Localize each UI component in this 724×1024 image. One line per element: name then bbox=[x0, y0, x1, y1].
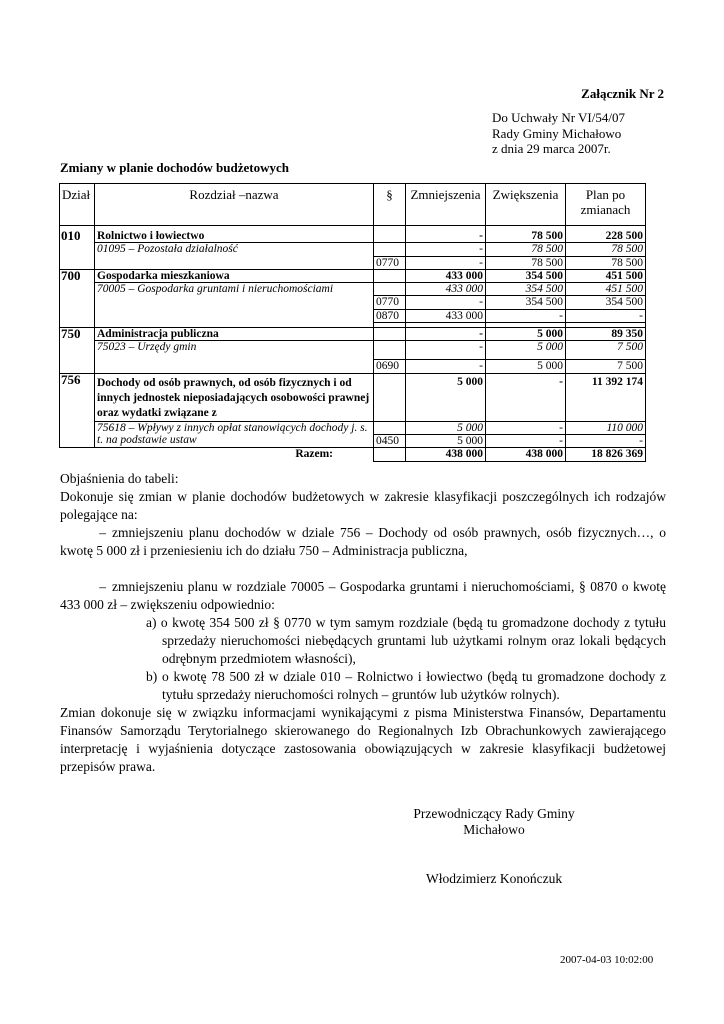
cell-plan: 78 500 bbox=[566, 243, 646, 256]
explanation-item-text: zmniejszeniu planu dochodów w dziale 756 – Dochody od osób prawnych, osób fizycznych…, o kwotę 5 000 zł i przeniesieniu ich do działu 750 – Administracja publiczna, bbox=[60, 525, 666, 558]
budget-changes-table bbox=[59, 183, 646, 462]
cell-plan: 7 500 bbox=[566, 341, 646, 360]
cell-plan: 354 500 bbox=[566, 296, 646, 309]
col-header-zwiekszenia: Zwiększenia bbox=[486, 184, 566, 226]
cell-zwiekszenia: 354 500 bbox=[486, 283, 566, 296]
total-row bbox=[60, 448, 646, 461]
explanation-heading: Objaśnienia do tabeli: bbox=[60, 471, 179, 486]
cell-zwiekszenia: 5 000 bbox=[486, 341, 566, 360]
cell-zmniejszenia: 433 000 bbox=[406, 283, 486, 296]
resolution-reference bbox=[492, 110, 625, 157]
document-timestamp: 2007-04-03 10:02:00 bbox=[560, 954, 654, 966]
dash-bullet: – bbox=[99, 579, 106, 594]
cell-zwiekszenia: 78 500 bbox=[486, 230, 566, 243]
dzial-name: Administracja publiczna bbox=[95, 328, 374, 341]
rozdzial-name: 75618 – Wpływy z innych opłat stanowiących dochody j. s. t. na podstawie ustaw bbox=[95, 421, 374, 448]
col-header-rozdzial: Rozdział –nazwa bbox=[95, 184, 374, 226]
resolution-line: Rady Gminy Michałowo bbox=[492, 125, 622, 141]
cell-zmniejszenia: - bbox=[406, 256, 486, 269]
cell-zmniejszenia: - bbox=[406, 341, 486, 360]
resolution-line: Do Uchwały Nr VI/54/07 bbox=[492, 110, 625, 125]
cell-plan: 78 500 bbox=[566, 256, 646, 269]
cell-zwiekszenia: - bbox=[486, 434, 566, 447]
signature-title-line: Michałowo bbox=[463, 822, 525, 837]
col-header-zmniejszenia: Zmniejszenia bbox=[406, 184, 486, 226]
total-zwiekszenia: 438 000 bbox=[486, 448, 566, 461]
annex-label: Załącznik Nr 2 bbox=[581, 86, 664, 101]
cell-plan: 11 392 174 bbox=[566, 373, 646, 421]
table-row bbox=[60, 243, 646, 256]
cell-zmniejszenia: 433 000 bbox=[406, 269, 486, 282]
cell-zwiekszenia: 78 500 bbox=[486, 256, 566, 269]
cell-zwiekszenia: 354 500 bbox=[486, 269, 566, 282]
explanation-intro: Dokonuje się zmian w planie dochodów budżetowych w zakresie klasyfikacji poszczególnych ich rodzajów polegające na: bbox=[60, 489, 666, 522]
cell-zmniejszenia: 433 000 bbox=[406, 309, 486, 322]
rozdzial-name: 70005 – Gospodarka gruntami i nieruchomościami bbox=[95, 283, 374, 323]
dash-bullet: – bbox=[99, 525, 106, 540]
cell-plan: - bbox=[566, 309, 646, 322]
total-plan: 18 826 369 bbox=[566, 448, 646, 461]
explanation-section bbox=[60, 470, 666, 776]
cell-plan: - bbox=[566, 434, 646, 447]
cell-zmniejszenia: 5 000 bbox=[406, 434, 486, 447]
col-header-paragraf: § bbox=[374, 184, 406, 226]
cell-zwiekszenia: 78 500 bbox=[486, 243, 566, 256]
signature-title-line: Przewodniczący Rady Gminy bbox=[413, 806, 575, 821]
cell-plan: 451 500 bbox=[566, 269, 646, 282]
table-row bbox=[60, 283, 646, 296]
document-title: Zmiany w planie dochodów budżetowych bbox=[60, 160, 289, 175]
table-row bbox=[60, 269, 646, 282]
explanation-item bbox=[60, 578, 666, 614]
cell-zmniejszenia: - bbox=[406, 328, 486, 341]
cell-zwiekszenia: 5 000 bbox=[486, 328, 566, 341]
dzial-code: 700 bbox=[60, 269, 95, 327]
col-header-plan: Plan po zmianach bbox=[566, 184, 646, 226]
signature-name: Włodzimierz Konończuk bbox=[426, 871, 563, 886]
table-row bbox=[60, 230, 646, 243]
cell-zmniejszenia: 5 000 bbox=[406, 373, 486, 421]
cell-plan: 451 500 bbox=[566, 283, 646, 296]
cell-plan: 7 500 bbox=[566, 360, 646, 373]
table-row bbox=[60, 373, 646, 421]
dzial-code: 010 bbox=[60, 230, 95, 269]
cell-zmniejszenia: - bbox=[406, 296, 486, 309]
cell-zwiekszenia: - bbox=[486, 373, 566, 421]
dzial-name: Dochody od osób prawnych, od osób fizycznych i od innych jednostek nieposiadających osobowości prawnej oraz wydatki związane z bbox=[95, 373, 374, 421]
cell-zmniejszenia: - bbox=[406, 230, 486, 243]
cell-paragraf: 0770 bbox=[374, 296, 406, 309]
cell-zwiekszenia: 354 500 bbox=[486, 296, 566, 309]
total-label: Razem: bbox=[295, 448, 333, 461]
cell-plan: 110 000 bbox=[566, 421, 646, 434]
col-header-dzial: Dział bbox=[60, 184, 95, 226]
cell-zwiekszenia: 5 000 bbox=[486, 360, 566, 373]
signature-title bbox=[404, 806, 584, 838]
explanation-subitem: b) o kwotę 78 500 zł w dziale 010 – Rolnictwo i łowiectwo (będą tu gromadzone dochody z tytułu sprzedaży nieruchomości rolnych – gruntów lub użytków rolnych). bbox=[146, 669, 666, 702]
dzial-code: 756 bbox=[60, 373, 95, 448]
rozdzial-name: 01095 – Pozostała działalność bbox=[95, 243, 374, 270]
cell-zmniejszenia: - bbox=[406, 243, 486, 256]
table-row bbox=[60, 341, 646, 360]
resolution-line: z dnia 29 marca 2007r. bbox=[492, 141, 611, 156]
dzial-name: Gospodarka mieszkaniowa bbox=[95, 269, 374, 282]
cell-zmniejszenia: 5 000 bbox=[406, 421, 486, 434]
dzial-name: Rolnictwo i łowiectwo bbox=[95, 230, 374, 243]
explanation-closing: Zmian dokonuje się w związku informacjami wynikającymi z pisma Ministerstwa Finansów, Departamentu Finansów Samorządu Terytorialnego skierowanego do Regionalnych Izb Obrachunkowych zawierającego interpretację i wyjaśnienia dotyczące zastosowania obowiązujących w zakresie klasyfikacji budżetowej przepisów prawa. bbox=[60, 705, 666, 774]
explanation-item bbox=[60, 524, 666, 560]
table-header-row bbox=[60, 184, 646, 226]
cell-zmniejszenia: - bbox=[406, 360, 486, 373]
cell-zwiekszenia: - bbox=[486, 421, 566, 434]
dzial-code: 750 bbox=[60, 328, 95, 374]
cell-plan: 89 350 bbox=[566, 328, 646, 341]
rozdzial-name: 75023 – Urzędy gmin bbox=[95, 341, 374, 373]
table-row bbox=[60, 328, 646, 341]
explanation-subitem: a) o kwotę 354 500 zł § 0770 w tym samym rozdziale (będą tu gromadzone dochody z tytułu sprzedaży nieruchomości niebędących gruntami lub użytkami rolnym oraz lokali będących odrębnym przedmiotem własności), bbox=[146, 615, 666, 666]
cell-zwiekszenia: - bbox=[486, 309, 566, 322]
table-row bbox=[60, 421, 646, 434]
cell-plan: 228 500 bbox=[566, 230, 646, 243]
cell-paragraf: 0770 bbox=[374, 256, 406, 269]
total-zmniejszenia: 438 000 bbox=[406, 448, 486, 461]
cell-paragraf: 0690 bbox=[374, 360, 406, 373]
explanation-item-text: zmniejszeniu planu w rozdziale 70005 – Gospodarka gruntami i nieruchomościami, § 0870 o kwotę 433 000 zł – zwiększeniu odpowiednio: bbox=[60, 579, 666, 612]
cell-paragraf: 0450 bbox=[374, 434, 406, 447]
cell-paragraf: 0870 bbox=[374, 309, 406, 322]
